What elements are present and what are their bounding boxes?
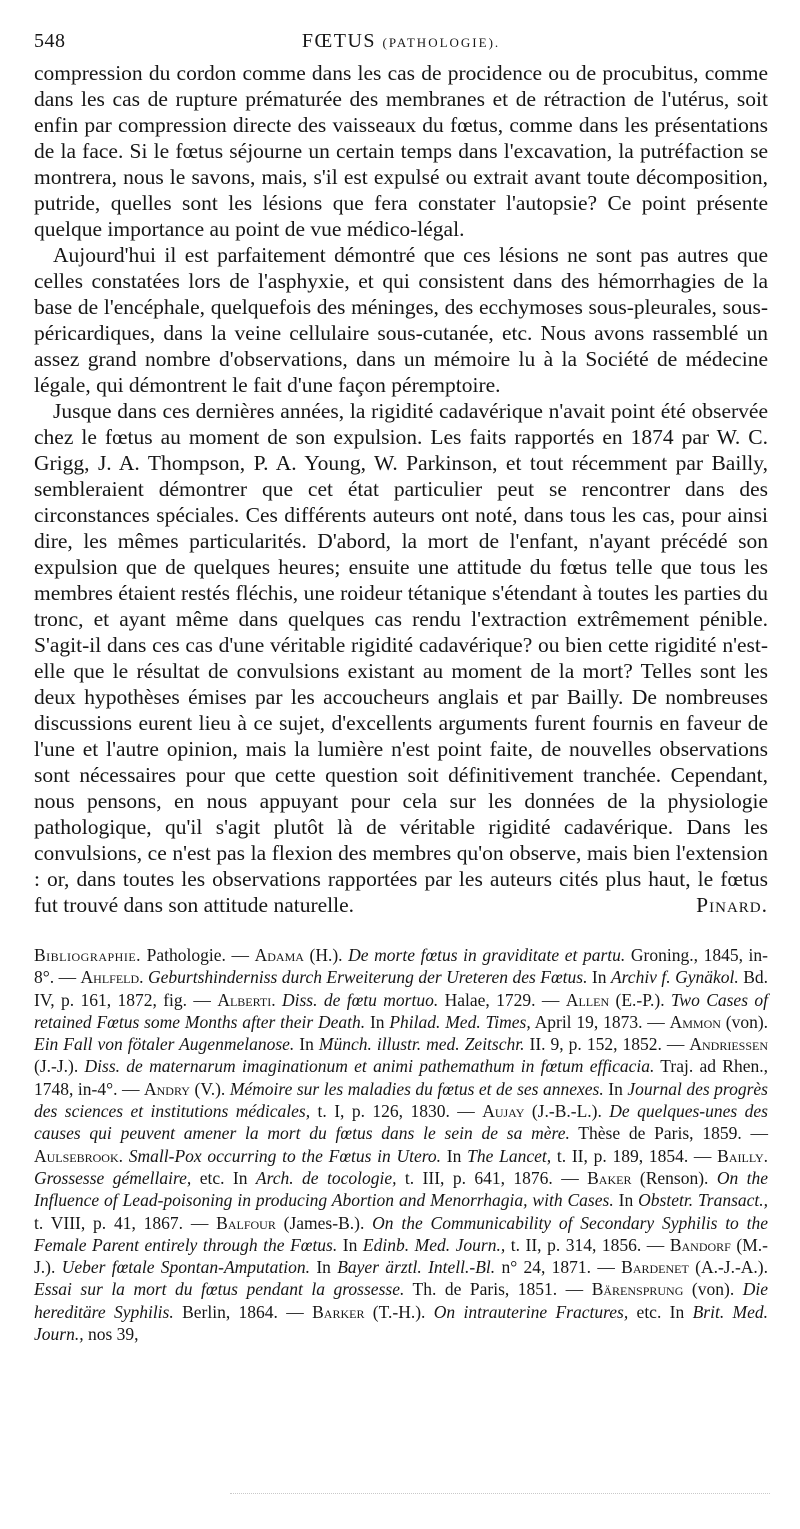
bib-text: In xyxy=(365,1011,390,1032)
footer-rule xyxy=(230,1493,770,1495)
bib-text: Groning., 1845, in-8°. — xyxy=(34,945,768,988)
bib-author: Andry xyxy=(144,1078,190,1099)
article-body xyxy=(34,60,768,918)
bib-title: Brit. Med. Journ., xyxy=(34,1301,769,1345)
bib-text: Traj. ad Rhen., 1748, in-4°. — xyxy=(34,1056,768,1099)
bib-text: In xyxy=(441,1145,468,1166)
bib-title: Essai sur la mort du fœtus pendant la grossesse. xyxy=(34,1279,405,1300)
bib-author: Adama xyxy=(254,945,304,965)
bib-title: Arch. de tocologie, xyxy=(255,1167,397,1188)
running-title-main: FŒTUS xyxy=(301,30,377,52)
bib-author: Allen xyxy=(565,989,610,1010)
bib-author: Aujay xyxy=(482,1101,525,1122)
bib-text: April 19, 1873. — xyxy=(530,1011,670,1032)
page xyxy=(34,0,768,1345)
bib-author: Aulsebrook. xyxy=(34,1145,124,1166)
bib-title: Journal des progrès des sciences et institutions médicales, xyxy=(34,1078,768,1122)
bib-text: In xyxy=(310,1257,338,1278)
author-signature: Pinard. xyxy=(696,893,768,917)
bib-text: etc. In xyxy=(628,1301,693,1322)
bib-title: Obstetr. Transact., xyxy=(638,1190,769,1211)
bib-title: Die hereditäre Syphilis. xyxy=(34,1279,768,1322)
bib-text: n° 24, 1871. — xyxy=(495,1257,622,1278)
bib-text: II. 9, p. 152, 1852. — xyxy=(524,1034,690,1055)
bib-author: Bandorf xyxy=(669,1234,731,1255)
bib-author: Bailly. xyxy=(717,1145,769,1166)
running-head xyxy=(34,0,768,60)
bib-author: Balfour xyxy=(216,1212,276,1233)
bib-title: Two Cases of retained Fœtus some Months after their Death. xyxy=(34,989,769,1032)
bib-text: Th. de Paris, 1851. — xyxy=(404,1279,592,1300)
bib-text: Berlin, 1864. — xyxy=(173,1301,313,1322)
bib-text: (E.-P.). xyxy=(609,989,671,1010)
bib-author: Alberti. xyxy=(217,989,276,1010)
bib-title: Diss. de maternarum imaginationum et animi pathemathum in fœtum efficacia. xyxy=(84,1056,655,1077)
bib-author: Bardenet xyxy=(621,1257,689,1278)
bib-text: In xyxy=(613,1190,639,1211)
bib-title: On the Influence of Lead-poisoning in producing Abortion and Menorrhagia, with Cases. xyxy=(34,1167,768,1211)
bib-text: t. I, p. 126, 1830. — xyxy=(310,1101,483,1122)
bib-text: In xyxy=(337,1234,363,1255)
bib-text: t. II, p. 189, 1854. — xyxy=(551,1145,718,1166)
bib-text: (von). xyxy=(683,1279,743,1300)
paragraph: Aujourd'hui il est parfaitement démontré que ces lésions ne sont pas autres que celles constatées lors de l'asphyxie, et qui consistent dans des hémorrhagies de la base de l'encéphale, quelquefois des méninges, des ecchymoses sous-pleurales, sous-péricardiques, dans la veine cellulaire sous-cutanée, etc. Nous avons rassemblé un assez grand nombre d'observations, dans un mémoire lu à la Société de médecine légale, qui démontrent le fait d'une façon péremptoire. xyxy=(34,243,768,397)
bib-author: Ammon xyxy=(669,1011,721,1032)
bib-author: Barker xyxy=(312,1301,365,1322)
bib-text: (V.). xyxy=(189,1078,230,1099)
bib-title: On intrauterine Fractures, xyxy=(433,1301,629,1322)
bib-title: Small-Pox occurring to the Fœtus in Utero. xyxy=(128,1145,442,1166)
bib-author: Ahlfeld. xyxy=(80,967,144,988)
bib-title: De morte fœtus in graviditate et partu. xyxy=(348,945,626,965)
bib-text: (Renson). xyxy=(631,1167,717,1188)
bibliography xyxy=(34,944,768,1345)
bib-title: On the Communicability of Secondary Syphilis to the Female Parent entirely through the Fœtus. xyxy=(34,1212,768,1255)
paragraph xyxy=(34,398,768,918)
bib-text: (M.-J.). xyxy=(34,1234,768,1278)
bib-title: Mémoire sur les maladies du fœtus et de ses annexes. xyxy=(229,1078,604,1099)
bib-author: Andriessen xyxy=(689,1034,769,1055)
bib-title: Bayer ärztl. Intell.-Bl. xyxy=(337,1257,496,1278)
bib-title: Diss. de fœtu mortuo. xyxy=(282,989,439,1010)
paragraph: compression du cordon comme dans les cas de procidence ou de procubitus, comme dans les cas de rupture prématurée des membranes et de rétraction de l'utérus, soit enfin par compression directe des vaisseaux du fœtus, comme dans les présentations de la face. Si le fœtus séjourne un certain temps dans l'excavation, la putréfaction se montrera, nous le savons, mais, s'il est expulsé ou extrait avant toute décomposition, putride, quelles sont les lésions que fera constater l'autopsie? Ce point présente quelque importance au point de vue médico-légal. xyxy=(34,61,768,241)
bib-text: (T.-H.). xyxy=(364,1301,434,1322)
bib-text: In xyxy=(587,967,611,988)
bib-text: (J.-J.). xyxy=(34,1056,85,1077)
bib-text: t. II, p. 314, 1856. — xyxy=(505,1234,670,1255)
bib-text: Bd. IV, p. 161, 1872, fig. — xyxy=(34,967,769,1010)
bib-text: (H.). xyxy=(303,945,349,965)
bib-text: In xyxy=(603,1078,628,1099)
bib-text: t. III, p. 641, 1876. — xyxy=(396,1167,588,1188)
bib-title: The Lancet, xyxy=(467,1145,552,1166)
bib-text: (J.-B.-L.). xyxy=(524,1101,610,1122)
bib-title: Grossesse gémellaire, xyxy=(34,1167,192,1188)
bib-title: Archiv f. Gynäkol. xyxy=(610,967,739,988)
bib-title: Philad. Med. Times, xyxy=(389,1011,531,1032)
bib-text: (von). xyxy=(720,1011,769,1032)
bib-title: De quelques-unes des causes qui peuvent amener la mort du fœtus dans le sein de sa mère. xyxy=(34,1101,768,1144)
bib-title: Edinb. Med. Journ., xyxy=(362,1234,506,1255)
bib-text: nos 39, xyxy=(83,1324,139,1345)
bib-text: (James-B.). xyxy=(275,1212,373,1233)
bib-text: In xyxy=(294,1034,319,1055)
bib-title: Geburtshinderniss durch Erweiterung der Ureteren des Fœtus. xyxy=(148,967,588,988)
bib-title: Ueber fœtale Spontan-Amputation. xyxy=(61,1257,311,1278)
page-number: 548 xyxy=(34,30,66,52)
bib-title: Münch. illustr. med. Zeitschr. xyxy=(318,1034,525,1055)
bib-title: Ein Fall von fötaler Augenmelanose. xyxy=(34,1034,295,1055)
bibliography-heading: Bibliographie. xyxy=(34,945,142,965)
bib-author: Bärensprung xyxy=(591,1279,684,1300)
running-title-subtitle: (PATHOLOGIE). xyxy=(382,35,501,50)
bib-text: Thèse de Paris, 1859. — xyxy=(569,1123,768,1144)
bib-text: Pathologie. — xyxy=(141,945,255,965)
bib-text: Halae, 1729. — xyxy=(438,989,566,1010)
running-title xyxy=(34,30,768,53)
paragraph-text: Jusque dans ces dernières années, la rigidité cadavérique n'avait point été observée chez le fœtus au moment de son expulsion. Les faits rapportés en 1874 par W. C. Grigg, J. A. Thompson, P. A. Young, W. Parkinson, et tout récemment par Bailly, sembleraient démontrer que cet état particulier peut se rencontrer dans des circonstances spéciales. Ces différents auteurs ont noté, dans tous les cas, pour ainsi dire, les mêmes particularités. D'abord, la mort de l'enfant, n'ayant précédé son expulsion que de quelques heures; ensuite une attitude du fœtus telle que tous les membres étaient restés fléchis, une roideur tétanique s'étendant à toutes les parties du tronc, et ayant même dans quelques cas rendu l'extraction extrêmement pénible. S'agit-il dans ces cas d'une véritable rigidité cadavérique? ou bien cette rigidité n'est-elle que le résultat de convulsions existant au moment de la mort? Telles sont les deux hypothèses émises par les accoucheurs anglais et par Bailly. De nombreuses discussions eurent lieu à ce sujet, d'excellents arguments furent fournis en faveur de l'une et l'autre opinion, mais la lumière n'est point faite, de nouvelles observations sont nécessaires pour que cette question soit définitivement tranchée. Cependant, nous pensons, en nous appuyant pour cela sur les données de la physiologie pathologique, qu'il s'agit plutôt là de véritable rigidité cadavérique. Dans les convulsions, ce n'est pas la flexion des membres qu'on observe, mais bien l'extension : or, dans toutes les observations rapportées par les auteurs cités plus haut, le fœtus fut trouvé dans son attitude naturelle. xyxy=(34,399,768,917)
bib-author: Baker xyxy=(587,1167,632,1188)
bib-text: (A.-J.-A.). xyxy=(688,1257,769,1278)
bib-text: etc. In xyxy=(191,1167,256,1188)
bib-text: t. VIII, p. 41, 1867. — xyxy=(34,1212,217,1233)
